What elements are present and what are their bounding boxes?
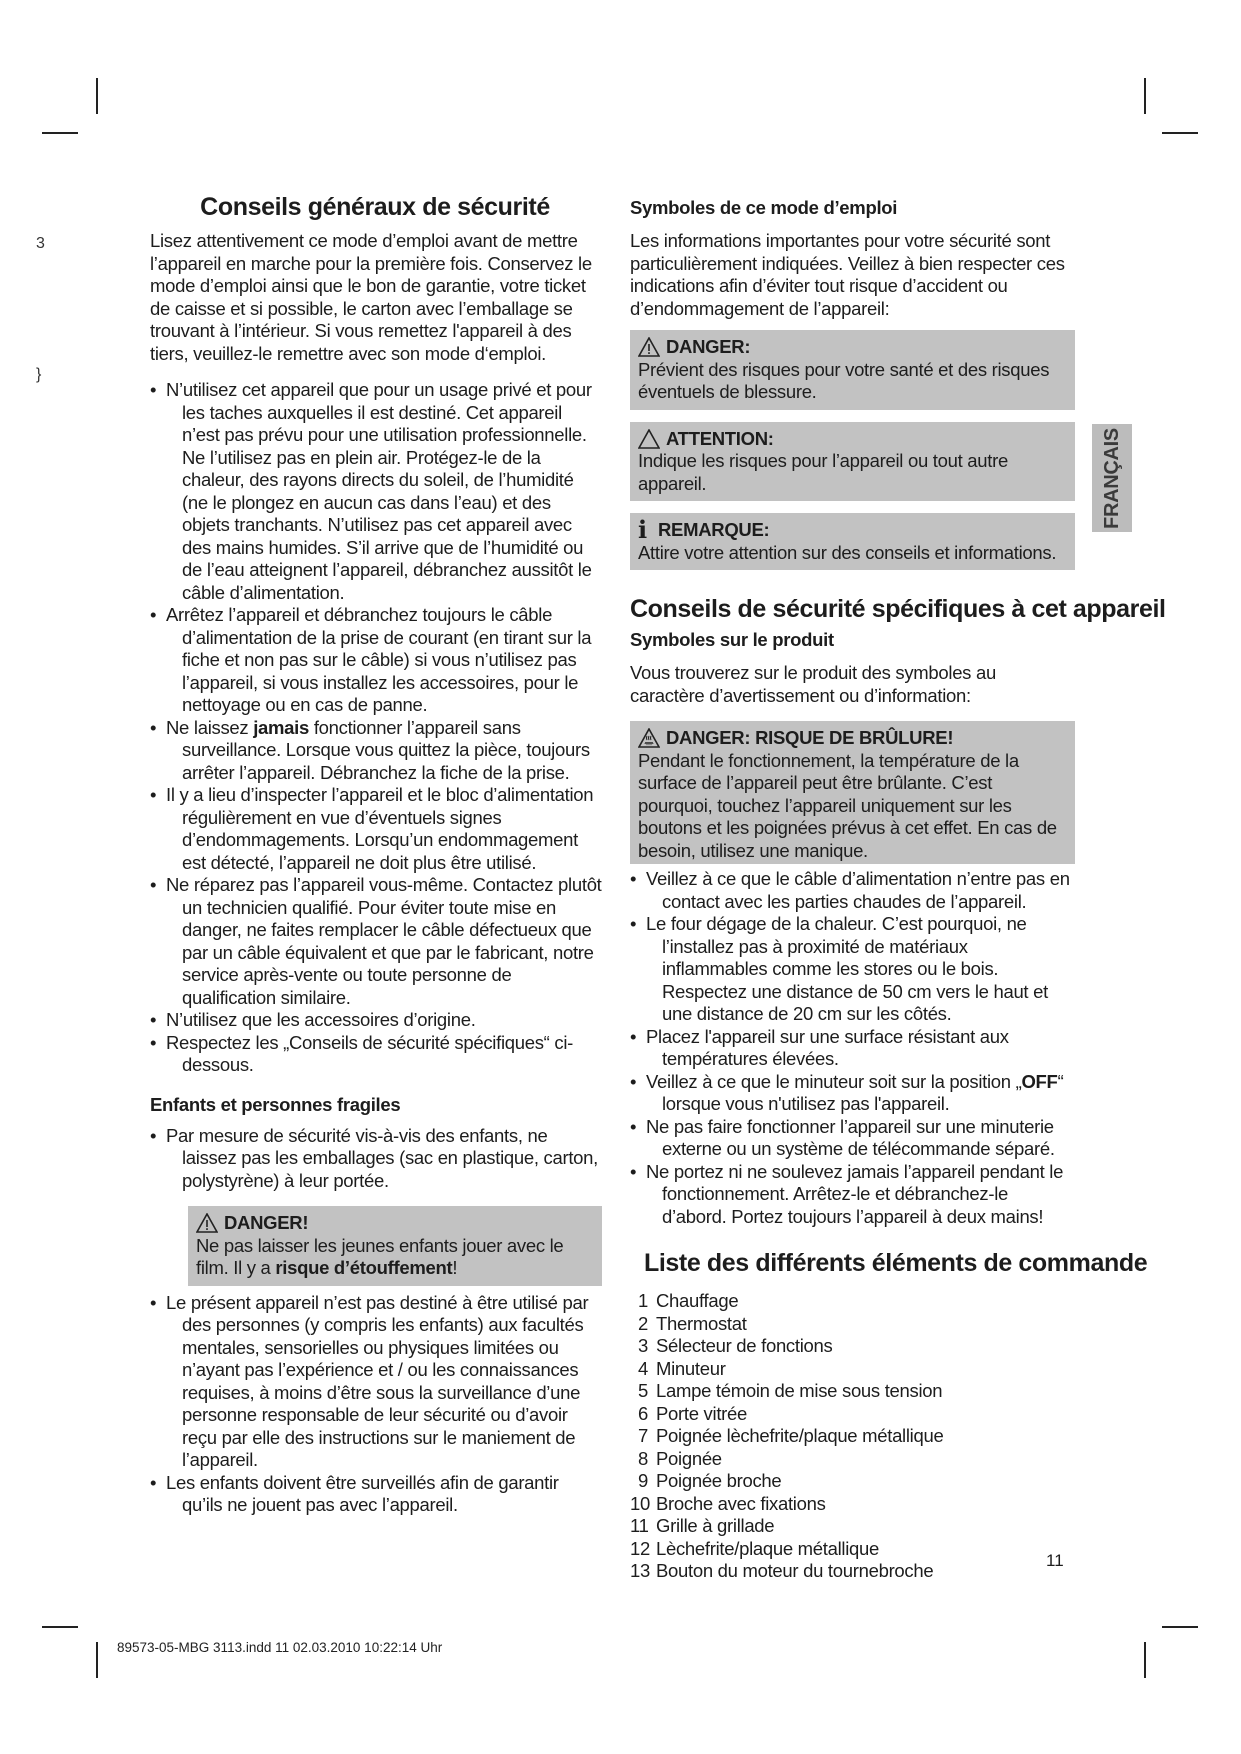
list-item: • Placez l'appareil sur une surface résistant aux températures élevées. — [630, 1026, 1075, 1071]
page-number: 11 — [1046, 1551, 1064, 1570]
list-item: • Veillez à ce que le câble d’alimentation n’entre pas en contact avec les parties chaudes de l’appareil. — [630, 868, 1075, 913]
text-span: “ lorsque vous n'utilisez pas l'appareil. — [662, 1070, 1064, 1114]
item-number: 2 — [638, 1312, 648, 1334]
crop-mark — [1162, 132, 1198, 134]
safety-bullet-list — [150, 379, 602, 1077]
language-tab — [1092, 424, 1132, 532]
list-item: • Le présent appareil n’est pas destiné à être utilisé par des personnes (y compris les enfants) aux facultés mentales, sensorielles ou physiques limitées ou n’ayant pas l’expérience et / ou les connaissances requises, à moins d’être sous la surveillance d’une personne responsable de leur sécurité ou d’avoir reçu par elle des instructions sur le maniement de l’appareil. — [150, 1292, 602, 1472]
left-column — [150, 192, 602, 1517]
product-symbols-intro: Vous trouverez sur le produit des symboles au caractère d’avertissement ou d’information: — [630, 662, 996, 706]
item-label: Lampe témoin de mise sous tension — [656, 1380, 943, 1401]
attention-legend-text: Indique les risques pour l’appareil ou tout autre appareil. — [638, 450, 1008, 494]
warning-triangle-icon — [638, 337, 660, 357]
item-label: Thermostat — [656, 1312, 747, 1334]
emphasis: jamais — [253, 716, 309, 738]
remarque-legend-title — [638, 515, 1065, 544]
list-item: • Arrêtez l’appareil et débranchez toujours le câble d’alimentation de la prise de courant (en tirant sur la fiche et non pas sur le câble) si vous n’utilisez pas l’appareil, si vous installez les accessoires, pour le nettoyage ou en cas de panne. — [150, 604, 602, 717]
item-number: 3 — [638, 1335, 648, 1356]
list-item — [630, 1403, 1075, 1426]
item-number: 1 — [638, 1290, 648, 1311]
burn-danger-title — [638, 727, 1065, 750]
attention-legend-box — [630, 422, 1075, 502]
item-label: Broche avec fixations — [656, 1492, 826, 1514]
intro-paragraph: Lisez attentivement ce mode d’emploi avant de mettre l’appareil en marche pour la première fois. Conservez le mode d’emploi ainsi que le bon de garantie, votre ticket de caisse et si possible, le carton avec l’emballage se trouvant à l’intérieur. Si vous remettez l'appareil à des tiers, veuillez-le remettre avec son mode d‘emploi. — [150, 230, 592, 364]
attention-legend-label: ATTENTION: — [666, 427, 774, 449]
list-item — [630, 1493, 1075, 1516]
text-span: fonctionner l’appareil sans surveillance. Lorsque vous quittez la pièce, toujours arrêter l’appareil. Débranchez la fiche de la prise. — [182, 716, 590, 783]
item-number: 5 — [638, 1380, 648, 1401]
list-item: • Le four dégage de la chaleur. C’est pourquoi, ne l’installez pas à proximité de matériaux inflammables comme les stores ou le bois. Respectez une distance de 50 cm vers le haut et une distance de 20 cm sur les côtés. — [630, 913, 1075, 1026]
children-heading: Enfants et personnes fragiles — [150, 1093, 401, 1115]
symbols-intro: Les informations importantes pour votre sécurité sont particulièrement indiquées. Veillez à bien respecter ces indications afin d’éviter tout risque d’accident ou d’endommagement de l’appareil: — [630, 230, 1065, 319]
info-icon: i — [638, 515, 647, 544]
item-label: Grille à grillade — [656, 1515, 775, 1536]
crop-mark — [42, 132, 78, 134]
list-item: • Les enfants doivent être surveillés afin de garantir qu’ils ne jouent pas avec l’appareil. — [150, 1472, 602, 1517]
item-label: Chauffage — [656, 1290, 739, 1311]
emphasis: OFF — [1021, 1070, 1058, 1092]
text-span: ! — [452, 1257, 458, 1278]
list-item — [630, 1470, 1075, 1493]
list-item: • Respectez les „Conseils de sécurité spécifiques“ ci-dessous. — [150, 1032, 602, 1077]
item-number: 12 — [630, 1537, 650, 1559]
list-item — [630, 1448, 1075, 1471]
list-item — [630, 1425, 1075, 1448]
list-item: • Il y a lieu d’inspecter l’appareil et le bloc d’alimentation régulièrement en vue d’éventuels signes d’endommagements. Lorsqu’un endommagement est détecté, l’appareil ne doit plus être utilisé. — [150, 784, 602, 874]
item-label: Poignée lèchefrite/plaque métallique — [656, 1425, 944, 1446]
caution-triangle-icon — [638, 429, 660, 449]
list-item: • Ne portez ni ne soulevez jamais l’appareil pendant le fonctionnement. Arrêtez-le et débranchez-le d’abord. Portez toujours l’appareil à deux mains! — [630, 1161, 1075, 1229]
danger-label: DANGER! — [224, 1212, 309, 1233]
danger-legend-title — [638, 336, 1065, 359]
item-label: Minuteur — [656, 1357, 726, 1379]
list-item — [630, 1358, 1075, 1381]
list-item — [630, 1538, 1075, 1561]
specific-safety-title: Conseils de sécurité spécifiques à cet appareil — [630, 595, 1166, 623]
warning-triangle-icon — [196, 1213, 218, 1233]
item-number: 8 — [638, 1447, 648, 1469]
crop-mark — [1144, 1642, 1146, 1678]
item-number: 9 — [638, 1470, 648, 1491]
burn-danger-box — [630, 721, 1075, 864]
item-label: Sélecteur de fonctions — [656, 1335, 833, 1356]
burn-danger-text: Pendant le fonctionnement, la température de la surface de l’appareil peut être brûlante. C’est pourquoi, touchez l’appareil uniquement sur les boutons et les poignées prévus à cet effet. En cas de besoin, utilisez une manique. — [638, 749, 1057, 861]
item-number: 11 — [630, 1515, 649, 1536]
children-bullet-list-2 — [150, 1292, 602, 1517]
danger-box-title — [196, 1212, 592, 1235]
item-label: Lèchefrite/plaque métallique — [656, 1537, 880, 1559]
language-tab-label: FRANÇAIS — [1100, 427, 1123, 529]
danger-legend-box — [630, 330, 1075, 410]
text-span: Ne laissez — [166, 716, 254, 738]
list-item — [630, 1313, 1075, 1336]
symbols-heading: Symboles de ce mode d’emploi — [630, 197, 898, 218]
hot-surface-warning-icon — [638, 728, 660, 748]
controls-list — [630, 1290, 1075, 1583]
danger-legend-text: Prévient des risques pour votre santé et des risques éventuels de blessure. — [638, 358, 1050, 402]
margin-mark: } — [36, 366, 42, 383]
item-number: 6 — [638, 1402, 648, 1424]
text-span: Veillez à ce que le minuteur soit sur la position „ — [646, 1070, 1022, 1092]
remarque-legend-label: REMARQUE: — [658, 519, 770, 540]
list-item — [630, 1290, 1075, 1313]
remarque-legend-text: Attire votre attention sur des conseils et informations. — [638, 541, 1057, 563]
list-item: • N’utilisez cet appareil que pour un usage privé et pour les taches auxquelles il est destiné. Cet appareil n’est pas prévu pour une utilisation professionnelle. Ne l’utilisez pas en plein air. Protégez-le de la chaleur, des rayons directs du soleil, de l’humidité (ne le plongez en aucun cas dans l’eau) et des objets tranchants. N’utilisez pas cet appareil avec des mains humides. S’il arrive que de l’humidité ou de l’eau atteignent l’appareil, débranchez aussitôt le câble d’alimentation. — [150, 379, 602, 604]
crop-mark — [96, 78, 98, 114]
crop-mark — [96, 1642, 98, 1678]
product-symbols-heading: Symboles sur le produit — [630, 629, 834, 650]
danger-text — [196, 1235, 592, 1280]
item-label: Bouton du moteur du tournebroche — [656, 1560, 934, 1581]
list-item — [150, 717, 602, 785]
item-number: 7 — [638, 1425, 648, 1446]
emphasis: risque d’étouffement — [275, 1257, 453, 1278]
burn-danger-label: DANGER: RISQUE DE BRÛLURE! — [666, 727, 954, 748]
item-label: Poignée — [656, 1447, 722, 1469]
children-bullet-list — [150, 1125, 602, 1193]
item-number: 13 — [630, 1560, 650, 1581]
list-item — [630, 1515, 1075, 1538]
crop-mark — [1162, 1626, 1198, 1628]
danger-box — [188, 1206, 602, 1286]
crop-mark — [42, 1626, 78, 1628]
list-item — [630, 1335, 1075, 1358]
text-span: Ne pas laisser les jeunes enfants jouer avec le film. Il y a — [196, 1234, 564, 1278]
margin-mark: 3 — [36, 235, 45, 252]
list-item — [630, 1560, 1075, 1583]
appliance-bullet-list — [630, 868, 1075, 1228]
list-item: • Par mesure de sécurité vis-à-vis des enfants, ne laissez pas les emballages (sac en plastique, carton, polystyrène) à leur portée. — [150, 1125, 602, 1193]
item-label: Porte vitrée — [656, 1402, 747, 1424]
remarque-legend-box — [630, 513, 1075, 570]
attention-legend-title — [638, 428, 1065, 451]
controls-title: Liste des différents éléments de commande — [644, 1249, 1148, 1277]
crop-mark — [1144, 78, 1146, 114]
item-number: 4 — [638, 1357, 648, 1379]
general-safety-title: Conseils généraux de sécurité — [200, 193, 550, 221]
item-label: Poignée broche — [656, 1470, 782, 1491]
list-item: • Ne réparez pas l’appareil vous-même. Contactez plutôt un technicien qualifié. Pour éviter toute mise en danger, ne faites remplacer le câble défectueux que par un câble équivalent et que par le fabricant, notre service après-vente ou toute personne de qualification similaire. — [150, 874, 602, 1009]
list-item — [630, 1380, 1075, 1403]
list-item: • N’utilisez que les accessoires d’origine. — [150, 1009, 602, 1032]
print-footer: 89573-05-MBG 3113.indd 11 02.03.2010 10:22:14 Uhr — [117, 1640, 443, 1655]
item-number: 10 — [630, 1492, 650, 1514]
list-item — [630, 1071, 1075, 1116]
list-item: • Ne pas faire fonctionner l’appareil sur une minuterie externe ou un système de télécommande séparé. — [630, 1116, 1075, 1161]
danger-legend-label: DANGER: — [666, 336, 751, 357]
